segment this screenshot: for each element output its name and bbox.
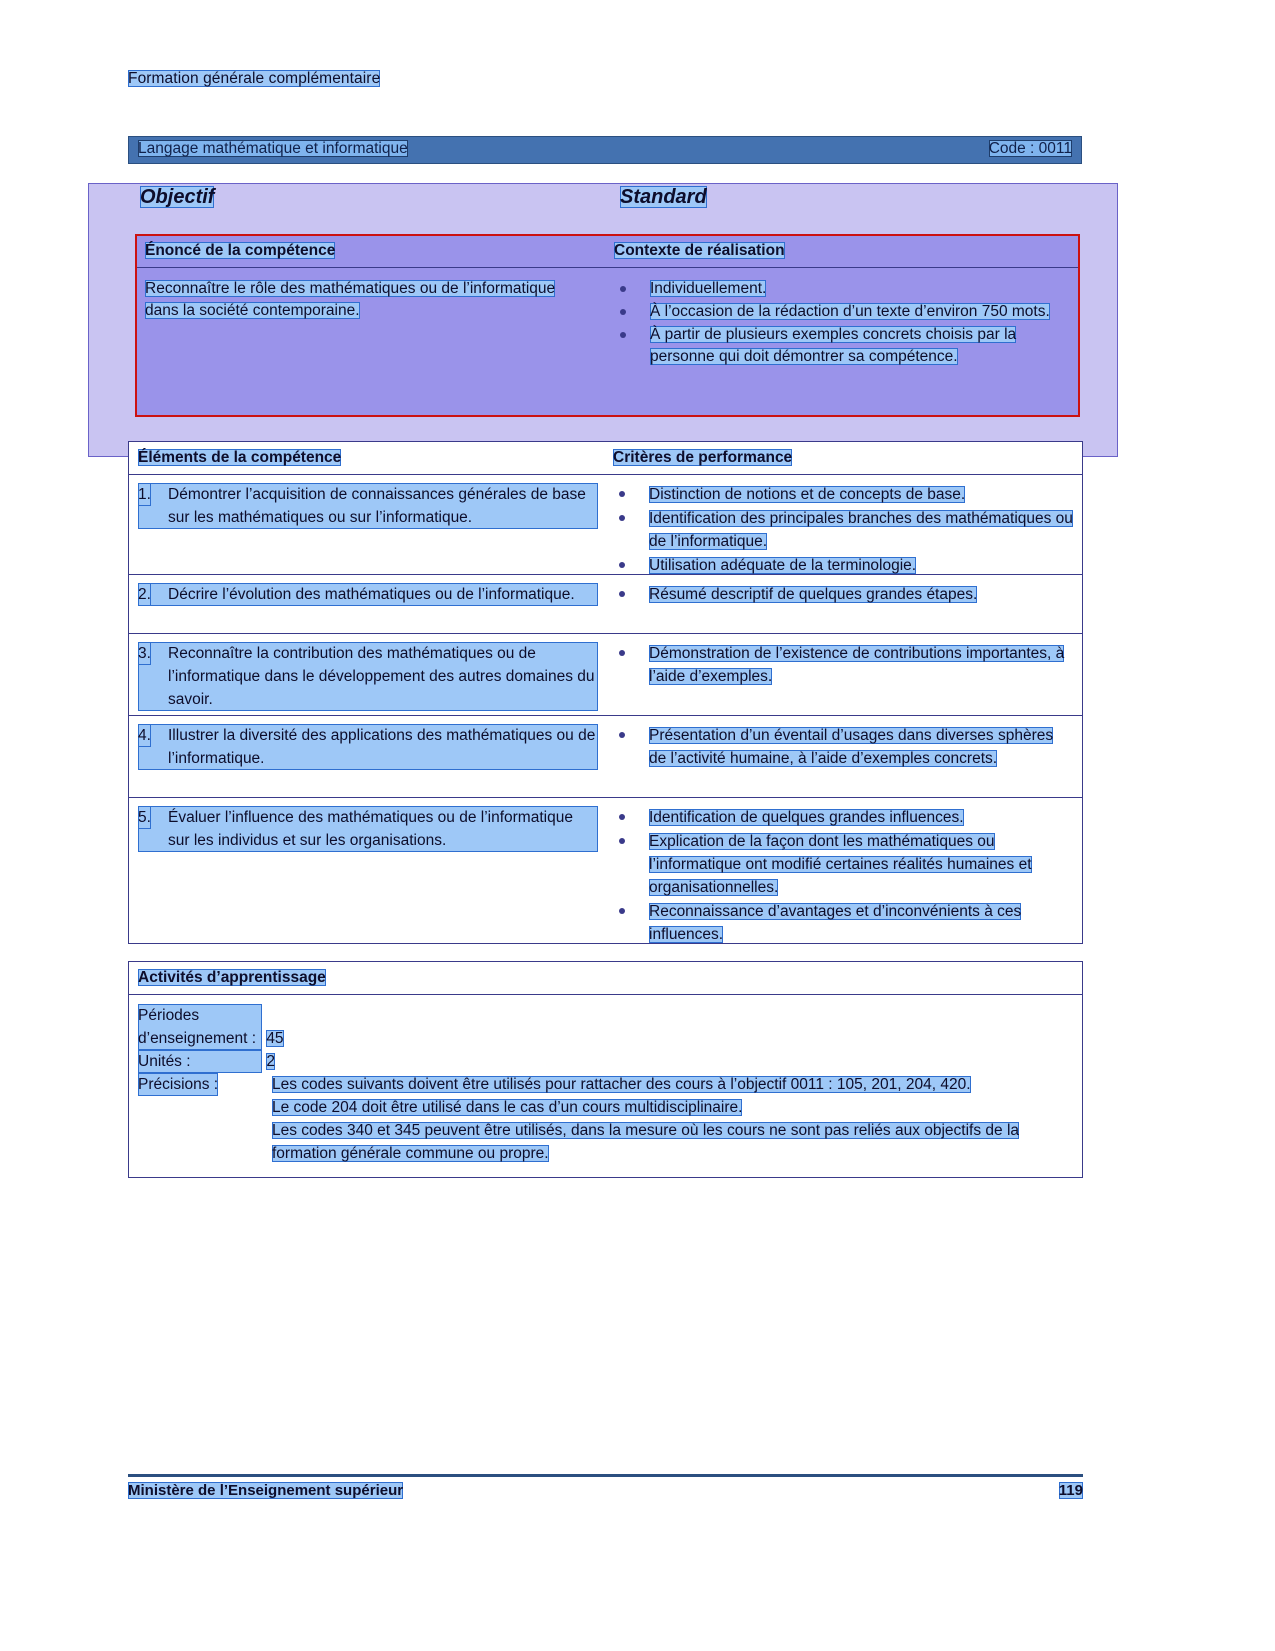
course-code-text: Code : 0011 [988,140,1072,157]
competence-statement [145,278,585,322]
units-row [138,1050,1073,1073]
learning-activities-title-text: Activités d’apprentissage [138,969,326,986]
list-item [613,483,1073,506]
bullet-icon [619,838,625,844]
learning-activities-header [129,962,1082,995]
criteria-cell [613,806,1073,947]
units-value: 2 [266,1053,275,1070]
element-number: 2. [138,583,151,606]
criterion-text: Utilisation adéquate de la terminologie. [649,557,917,574]
periods-label: Périodes d’enseignement : [138,1004,262,1050]
criterion-text: Démonstration de l’existence de contributions importantes, à l’aide d’exemples. [649,645,1065,685]
competence-context-header-text: Contexte de réalisation [614,242,785,259]
elements-column-header [138,449,341,467]
table-row [129,634,1082,716]
precisions-row [138,1073,1073,1165]
element-number: 5. [138,806,151,829]
footer-page-number [1059,1482,1083,1499]
elements-table [128,441,1083,944]
criteria-cell [613,583,1073,607]
bullet-icon [619,591,625,597]
list-item [614,324,1064,368]
criteria-cell [613,642,1073,689]
table-row [129,575,1082,634]
bullet-icon [619,562,625,568]
criteria-column-header-text: Critères de performance [613,449,793,466]
list-item [613,830,1073,899]
competence-context-list [614,278,1064,369]
course-title [138,140,408,158]
criterion-text: Reconnaissance d’avantages et d’inconvénients à ces influences. [649,903,1022,943]
course-code [989,140,1072,158]
bullet-icon [620,332,626,338]
element-text: Démontrer l’acquisition de connaissances générales de base sur les mathématiques ou sur l’informatique. [138,483,598,529]
criteria-cell [613,724,1073,771]
footer-ministry-text: Ministère de l’Enseignement supérieur [128,1482,404,1499]
precision-line [272,1096,1073,1119]
list-item [613,507,1073,553]
element-text: Décrire l’évolution des mathématiques ou de l’informatique. [138,583,598,606]
learning-activities-body [129,995,1082,1177]
competence-header-row [137,236,1078,268]
bullet-icon [620,286,626,292]
criterion-text: Identification des principales branches des mathématiques ou de l’informatique. [649,510,1073,550]
list-item [614,301,1064,323]
footer-ministry [128,1482,403,1499]
criterion-text: Présentation d’un éventail d’usages dans diverses sphères de l’activité humaine, à l’aide d’exemples concrets. [649,727,1054,767]
criterion-text: Identification de quelques grandes influences. [649,809,964,826]
context-item-text: Individuellement. [650,280,767,297]
course-title-bar [128,136,1082,164]
bullet-icon [620,309,626,315]
footer-page-number-text: 119 [1058,1482,1083,1499]
objectif-label [140,186,214,209]
list-item [613,554,1073,577]
footer-rule [128,1474,1083,1477]
periods-value: 45 [266,1030,284,1047]
list-item [613,642,1073,688]
bullet-icon [619,814,625,820]
precision-line [272,1073,1073,1096]
precision-line [272,1119,1073,1165]
learning-activities-title [138,969,326,987]
competence-box [135,234,1080,417]
table-row [129,475,1082,575]
element-number: 1. [138,483,151,506]
course-title-text: Langage mathématique et informatique [138,140,408,157]
precision-text: Le code 204 doit être utilisé dans le cas d’un cours multidisciplinaire. [272,1099,743,1116]
element-text: Évaluer l’influence des mathématiques ou de l’informatique sur les individus et sur les organisations. [138,806,598,852]
criterion-text: Résumé descriptif de quelques grandes étapes. [649,586,978,603]
precision-text: Les codes 340 et 345 peuvent être utilisés, dans la mesure où les cours ne sont pas reliés aux objectifs de la formation générale commune ou propre. [272,1122,1020,1162]
learning-activities-box [128,961,1083,1178]
criterion-text: Distinction de notions et de concepts de base. [649,486,966,503]
bullet-icon [619,491,625,497]
bullet-icon [619,650,625,656]
element-cell [138,483,598,529]
competence-statement-header [145,242,335,260]
list-item [613,724,1073,770]
bullet-icon [619,732,625,738]
precisions-label: Précisions : [138,1073,218,1096]
units-label: Unités : [138,1050,262,1073]
element-cell [138,642,598,711]
standard-label-text: Standard [620,186,707,208]
elements-table-header [129,442,1082,475]
context-item-text: À l’occasion de la rédaction d’un texte d’environ 750 mots. [650,303,1050,320]
context-item-text: À partir de plusieurs exemples concrets choisis par la personne qui doit démontrer sa compétence. [650,326,1017,365]
list-item [614,278,1064,300]
section-kicker-text: Formation générale complémentaire [128,70,381,87]
list-item [613,806,1073,829]
section-kicker [128,70,380,88]
objectif-label-text: Objectif [140,186,215,208]
element-text: Illustrer la diversité des applications des mathématiques ou de l’informatique. [138,724,598,770]
table-row [129,798,1082,943]
criteria-column-header [613,449,792,467]
competence-statement-text: Reconnaître le rôle des mathématiques ou de l’informatique dans la société contemporaine. [145,280,556,319]
competence-context-header [614,242,785,260]
periods-row [138,1004,1073,1050]
element-cell [138,583,598,606]
element-cell [138,724,598,770]
standard-label [620,186,707,209]
element-number: 3. [138,642,151,665]
competence-statement-header-text: Énoncé de la compétence [145,242,336,259]
elements-column-header-text: Éléments de la compétence [138,449,342,466]
element-cell [138,806,598,852]
table-row [129,716,1082,798]
list-item [613,900,1073,946]
element-text: Reconnaître la contribution des mathématiques ou de l’informatique dans le développement des autres domaines du savoir. [138,642,598,711]
list-item [613,583,1073,606]
precision-text: Les codes suivants doivent être utilisés pour rattacher des cours à l’objectif 0011 : 105, 201, 204, 420. [272,1076,971,1093]
criterion-text: Explication de la façon dont les mathématiques ou l’informatique ont modifié certaines réalités humaines et organisationnelles. [649,833,1032,896]
criteria-cell [613,483,1073,578]
bullet-icon [619,908,625,914]
element-number: 4. [138,724,151,747]
bullet-icon [619,515,625,521]
